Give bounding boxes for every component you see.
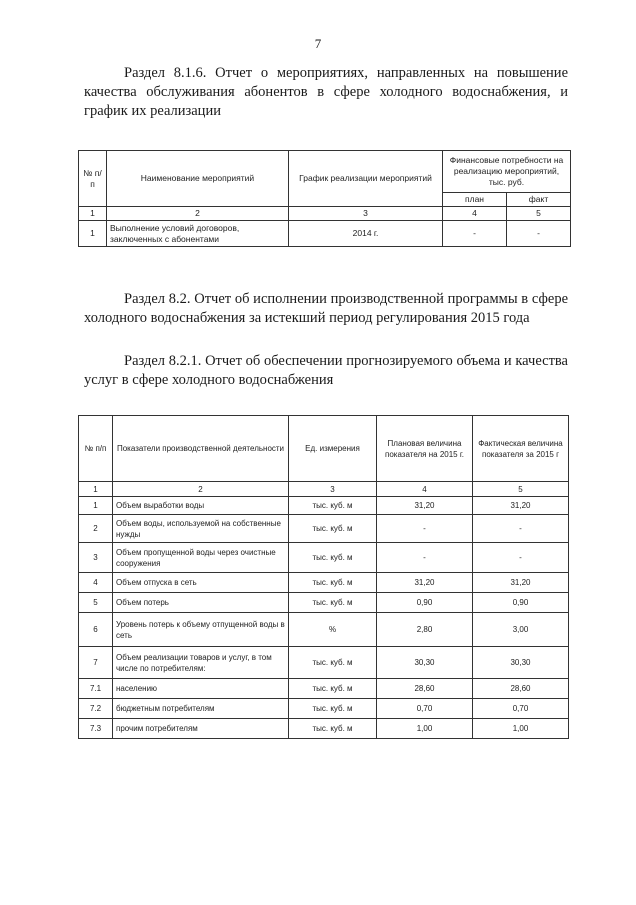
table-row [79,543,569,573]
row-planned: 31,20 [377,497,473,515]
row-indicator: Объем воды, используемой на собственные нужды [113,515,289,543]
row-planned: 30,30 [377,647,473,679]
section-8-2-heading: Раздел 8.2. Отчет об исполнении производственной программы в сфере холодного водоснабжения за истекший период регулирования 2015 года [84,291,568,326]
table-row [79,719,569,739]
row-num: 7 [79,647,113,679]
row-indicator: Уровень потерь к объему отпущенной воды в сеть [113,613,289,647]
header-actual: Фактическая величина показателя за 2015 г [473,416,569,482]
row-indicator: бюджетным потребителям [113,699,289,719]
table-row [79,679,569,699]
row-num: 4 [79,573,113,593]
table-row [79,497,569,515]
row-unit: тыс. куб. м [289,573,377,593]
row-num: 7.1 [79,679,113,699]
index-cell: 1 [79,482,113,497]
row-fact: - [507,221,571,247]
row-unit: % [289,613,377,647]
header-num: № п/п [79,416,113,482]
page-number: 7 [314,36,322,51]
row-planned: 0,70 [377,699,473,719]
row-num: 1 [79,221,107,247]
row-planned: - [377,543,473,573]
table-row [79,593,569,613]
index-cell: 4 [377,482,473,497]
table-row [79,515,569,543]
row-plan: - [443,221,507,247]
header-fact: факт [507,193,571,207]
header-num: № п/п [79,151,107,207]
index-row [79,482,569,497]
table-row [79,699,569,719]
section-8-2-1-heading: Раздел 8.2.1. Отчет об обеспечении прогнозируемого объема и качества услуг в сфере холодного водоснабжения [84,353,568,388]
row-actual: 0,70 [473,699,569,719]
header-finance: Финансовые потребности на реализацию мероприятий, тыс. руб. [443,151,571,193]
row-measure-name: Выполнение условий договоров, заключенных с абонентами [107,221,289,247]
row-actual: 31,20 [473,573,569,593]
row-num: 1 [79,497,113,515]
table-row [79,647,569,679]
header-indicator: Показатели производственной деятельности [113,416,289,482]
index-cell: 4 [443,207,507,221]
row-actual: - [473,543,569,573]
row-planned: 31,20 [377,573,473,593]
measures-table [78,150,571,247]
row-unit: тыс. куб. м [289,699,377,719]
header-unit: Ед. измерения [289,416,377,482]
table-row [79,613,569,647]
index-cell: 5 [473,482,569,497]
index-cell: 2 [113,482,289,497]
row-unit: тыс. куб. м [289,497,377,515]
row-num: 2 [79,515,113,543]
row-unit: тыс. куб. м [289,719,377,739]
row-indicator: прочим потребителям [113,719,289,739]
row-indicator: Объем выработки воды [113,497,289,515]
row-schedule: 2014 г. [289,221,443,247]
index-row [79,207,571,221]
row-num: 3 [79,543,113,573]
header-schedule: График реализации мероприятий [289,151,443,207]
row-planned: 28,60 [377,679,473,699]
header-measure-name: Наименование мероприятий [107,151,289,207]
row-planned: 2,80 [377,613,473,647]
row-actual: 28,60 [473,679,569,699]
index-cell: 1 [79,207,107,221]
row-num: 7.3 [79,719,113,739]
index-cell: 5 [507,207,571,221]
row-num: 5 [79,593,113,613]
row-indicator: Объем реализации товаров и услуг, в том числе по потребителям: [113,647,289,679]
row-unit: тыс. куб. м [289,647,377,679]
row-actual: 3,00 [473,613,569,647]
section-8-1-6-heading: Раздел 8.1.6. Отчет о мероприятиях, направленных на повышение качества обслуживания абонентов в сфере холодного водоснабжения, и график их реализации [84,65,568,119]
index-cell: 2 [107,207,289,221]
row-actual: - [473,515,569,543]
header-planned: Плановая величина показателя на 2015 г. [377,416,473,482]
row-actual: 1,00 [473,719,569,739]
table-row [79,221,571,247]
row-planned: 1,00 [377,719,473,739]
row-unit: тыс. куб. м [289,515,377,543]
row-unit: тыс. куб. м [289,543,377,573]
row-actual: 31,20 [473,497,569,515]
table-row [79,573,569,593]
row-actual: 30,30 [473,647,569,679]
row-planned: - [377,515,473,543]
index-cell: 3 [289,482,377,497]
row-planned: 0,90 [377,593,473,613]
row-num: 7.2 [79,699,113,719]
row-indicator: Объем отпуска в сеть [113,573,289,593]
row-unit: тыс. куб. м [289,679,377,699]
row-unit: тыс. куб. м [289,593,377,613]
service-volume-table [78,415,569,739]
row-actual: 0,90 [473,593,569,613]
row-indicator: населению [113,679,289,699]
row-indicator: Объем пропущенной воды через очистные сооружения [113,543,289,573]
header-plan: план [443,193,507,207]
index-cell: 3 [289,207,443,221]
row-indicator: Объем потерь [113,593,289,613]
row-num: 6 [79,613,113,647]
